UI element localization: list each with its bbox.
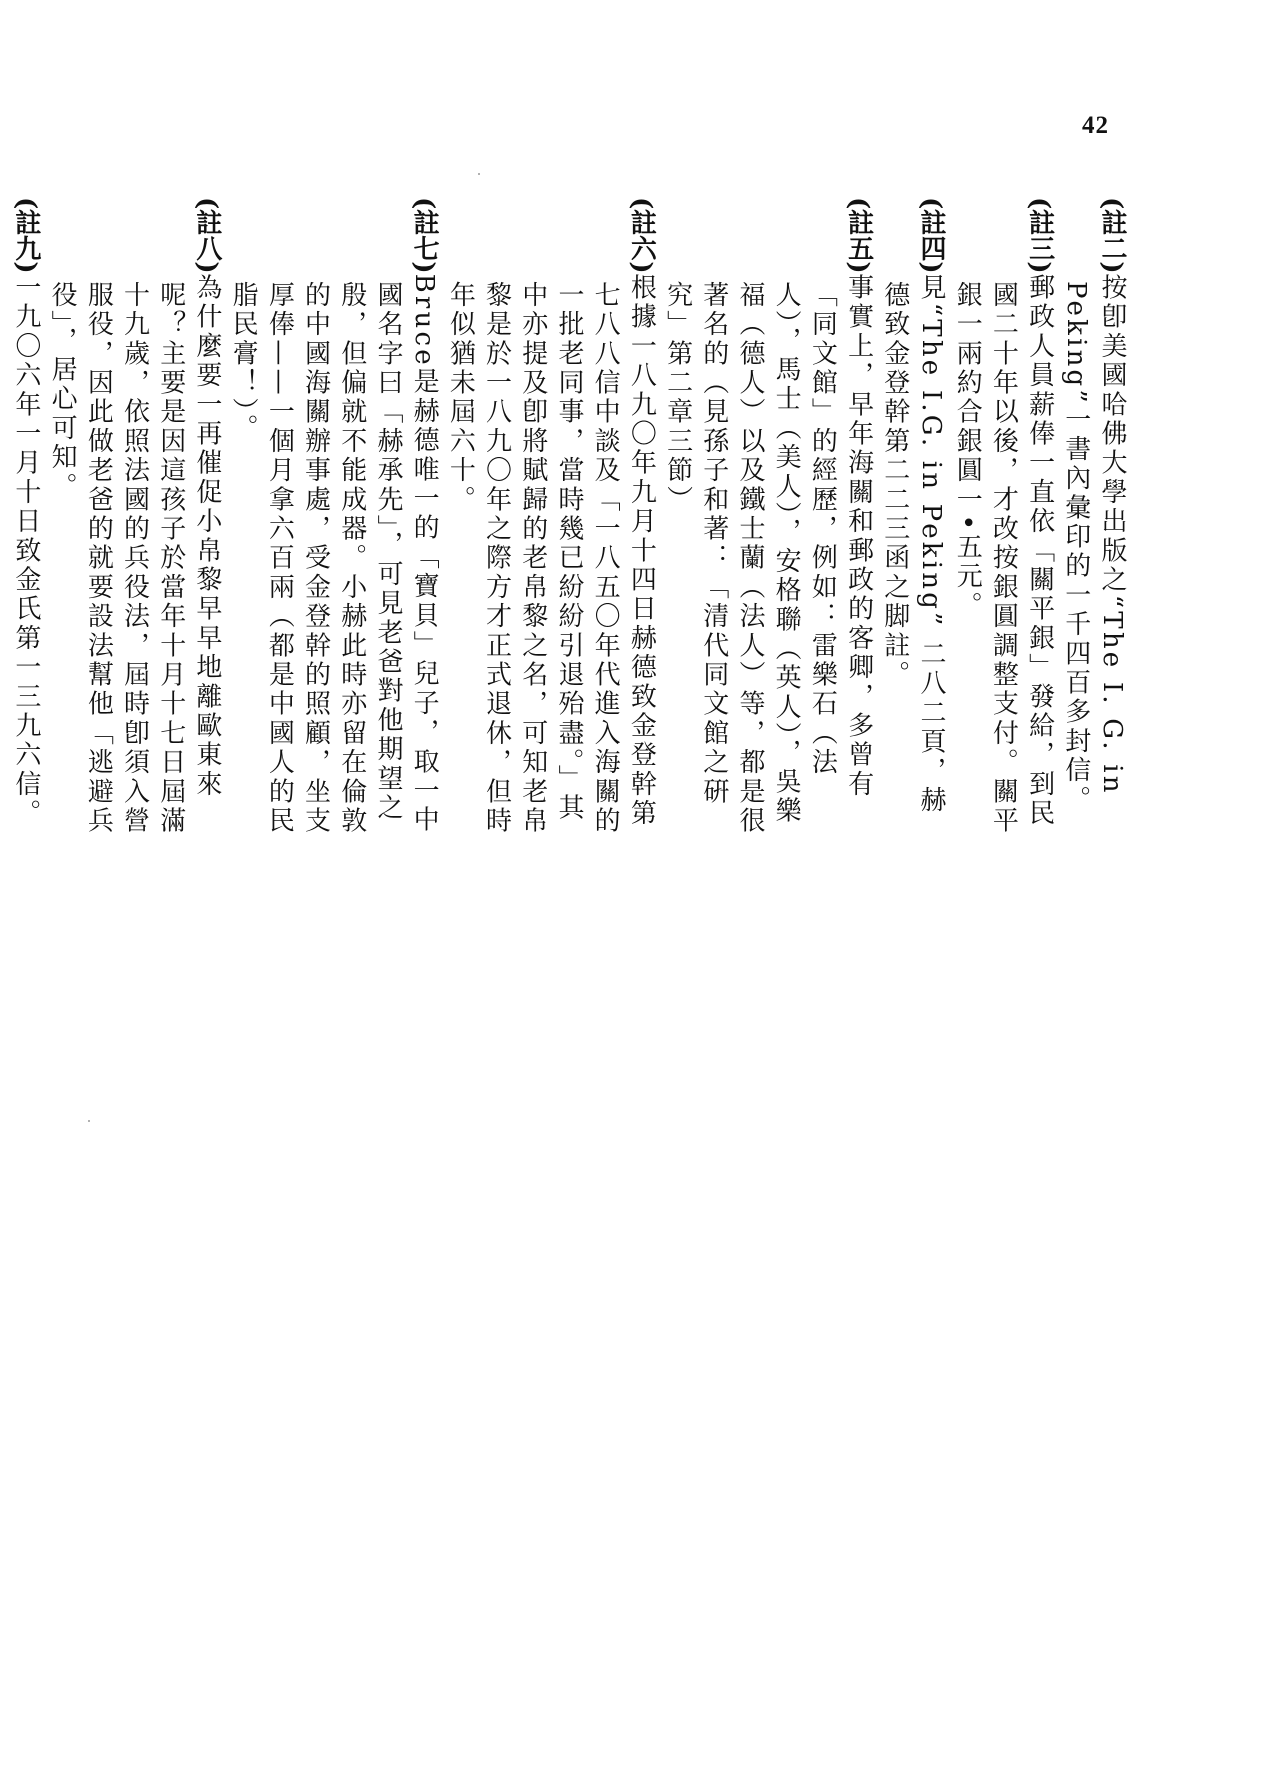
scan-speck	[88, 1120, 90, 1122]
footnote-text: 郵政人員薪俸一直依「關平銀」發給，到民國二十年以後，才改按銀圓調整支付。關平銀一兩約合銀圓一•五元。	[952, 273, 1055, 836]
footnote-5	[659, 197, 876, 837]
footnote-text: 一九〇六年一月十日致金氏第一三九六信。	[10, 273, 41, 829]
footnote-3	[949, 197, 1058, 837]
footnote-7	[225, 197, 442, 837]
footnote-label: (註三)	[1024, 197, 1055, 274]
page-number: 42	[1082, 112, 1109, 139]
footnote-4	[877, 197, 949, 837]
footnote-text: 根據一八九〇年九月十四日赫德致金登幹第七八八信中談及「一八五〇年代進入海關的一批老同事，當時幾已紛紛引退殆盡。」其中亦提及卽將賦歸的老帛黎之名，可知老帛黎是於一八九〇年之際方才正式退休，但時年似猶未屆六十。	[445, 273, 657, 836]
footnote-text: 為什麼要一再催促小帛黎早早地離歐東來呢？主要是因這孩子於當年十月十七日屆滿十九歲，依照法國的兵役法，屆時卽須入營服役，因此做老爸的就要設法幫他「逃避兵役」，居心可知。	[47, 273, 222, 836]
footnotes-block	[8, 197, 1130, 837]
footnote-label: (註九)	[10, 197, 41, 274]
footnote-6	[442, 197, 659, 837]
footnote-label: (註六)	[626, 197, 657, 274]
footnote-label: (註五)	[843, 197, 874, 274]
footnote-text: 按卽美國哈佛大學出版之“The I. G. in Peking”一書內彙印的一千四百多封信。	[1060, 273, 1127, 815]
footnote-2	[1058, 197, 1130, 837]
footnote-9	[8, 197, 44, 837]
footnote-text: 事實上，早年海關和郵政的客卿，多曾有「同文館」的經歷，例如：雷樂石（法人），馬士（美人），安格聯（英人），吳樂福（德人）以及鐵士蘭（法人）等，都是很著名的（見孫子和著：「清代同文館之硏究」第二章三節）	[662, 273, 874, 836]
footnote-label: (註四)	[915, 197, 946, 274]
footnote-label: (註八)	[191, 197, 222, 274]
footnote-text: Bruce是赫德唯一的「寶貝」兒子，取一中國名字曰「赫承先」，可見老爸對他期望之殷，但偏就不能成器。小赫此時亦留在倫敦的中國海關辦事處，受金登幹的照顧，坐支厚俸——一個月拿六百兩（都是中國人的民脂民膏！）。	[228, 273, 440, 836]
scan-speck	[478, 173, 480, 175]
footnote-text: 見“The I.G. in Peking” 二八二頁，赫德致金登幹第二二三函之脚註。	[879, 273, 946, 816]
footnote-label: (註七)	[409, 197, 440, 274]
footnote-label: (註二)	[1097, 197, 1127, 274]
footnote-8	[44, 197, 225, 837]
